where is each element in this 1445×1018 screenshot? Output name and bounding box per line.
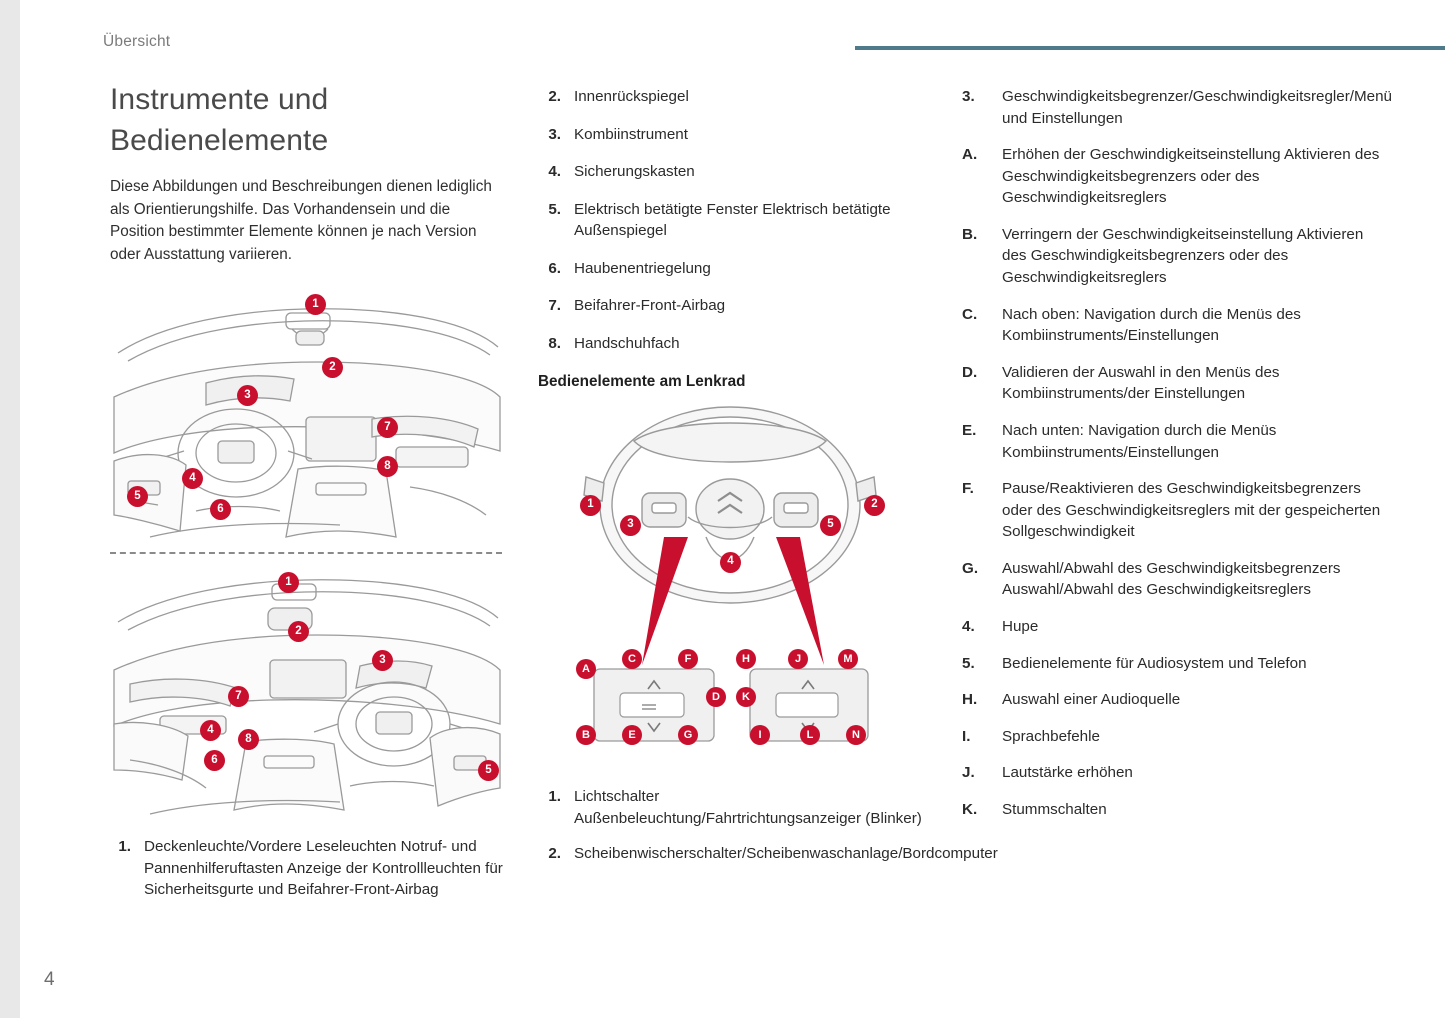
list-item-text: Bedienelemente für Audiosystem und Telefon: [1002, 654, 1307, 672]
list-item-key: D.: [962, 363, 978, 381]
pod-badge-D: D: [706, 687, 726, 707]
list-item: [538, 843, 998, 865]
page-number: 4: [44, 969, 55, 990]
wheel-badge-4: 4: [720, 552, 741, 573]
callout-badge-8b: 8: [238, 729, 259, 750]
steering-wheel-illustration: [538, 397, 923, 757]
list-item-text: Erhöhen der Geschwindigkeitseinstellung Aktivieren des Geschwindigkeitsbegrenzers oder des Geschwindigkeitsreglers: [1002, 146, 1380, 207]
list-item-key: 2.: [548, 88, 561, 105]
list-item-key: H.: [962, 691, 978, 709]
list-item-text: Geschwindigkeitsbegrenzer/Geschwindigkeitsregler/Menü und Einstellungen: [1002, 88, 1393, 127]
callout-badge-3: 3: [237, 385, 258, 406]
list-item: [962, 558, 1382, 601]
pod-badge-A: A: [576, 659, 596, 679]
list-item-text: Auswahl einer Audioquelle: [1002, 691, 1181, 709]
list-item-key: 3.: [962, 88, 975, 105]
list-item-key: 1.: [548, 788, 561, 805]
list-item-key: G.: [962, 559, 979, 577]
list-item-text: Sprachbefehle: [1002, 727, 1100, 745]
interior-top-svg: [110, 301, 502, 566]
list-item: [962, 304, 1382, 347]
list-item-key: J.: [962, 764, 975, 782]
list-item: [962, 144, 1382, 209]
list-item: [962, 420, 1382, 463]
list-item: [538, 124, 923, 146]
callout-badge-1: 1: [305, 294, 326, 315]
list-item-key: 2.: [548, 845, 561, 863]
callout-badge-8: 8: [377, 456, 398, 477]
list-item-key: 3.: [548, 125, 561, 143]
pod-badge-J: J: [788, 649, 808, 669]
callout-badge-6: 6: [210, 499, 231, 520]
callout-badge-1b: 1: [278, 572, 299, 593]
column-left: [110, 80, 500, 267]
list-item-key: 8.: [548, 335, 561, 353]
section-label: Übersicht: [103, 33, 171, 50]
list-item-text: Sicherungskasten: [574, 163, 695, 181]
list-item-key: B.: [962, 225, 978, 243]
list-item-key: 4.: [548, 163, 561, 181]
list-item-key: E.: [962, 421, 977, 439]
page-gutter: [0, 0, 20, 1018]
list-item-text: Haubenentriegelung: [574, 259, 711, 277]
callout-badge-5b: 5: [478, 760, 499, 781]
list-item-text: Handschuhfach: [574, 335, 680, 353]
list-item: [538, 333, 923, 355]
interior-legend-list-2: [538, 86, 923, 355]
header-rule: [855, 46, 1445, 50]
list-item: [538, 161, 923, 183]
interior-illustration-bottom: [110, 574, 502, 836]
list-item-text: Nach unten: Navigation durch die Menüs Kombiinstruments/Einstellungen: [1002, 421, 1277, 461]
list-item-key: 6.: [548, 259, 561, 277]
list-item: [110, 836, 510, 901]
list-item-text: Beifahrer-Front-Airbag: [574, 297, 726, 315]
list-item-text: Auswahl/Abwahl des Geschwindigkeitsbegrenzers Auswahl/Abwahl des Geschwindigkeitsreglers: [1002, 559, 1341, 599]
wheel-badge-1: 1: [580, 495, 601, 516]
callout-badge-2b: 2: [288, 621, 309, 642]
pod-badge-C: C: [622, 649, 642, 669]
list-item-text: Scheibenwischerschalter/Scheibenwaschanlage/Bordcomputer: [574, 845, 998, 863]
pod-badge-G: G: [678, 725, 698, 745]
column-middle: [538, 86, 923, 757]
pod-badge-K: K: [736, 687, 756, 707]
callout-badge-4: 4: [182, 468, 203, 489]
page-title: Instrumente und Bedienelemente: [110, 83, 329, 157]
list-item-text: Kombiinstrument: [574, 125, 688, 143]
steering-legend-right-list: [962, 86, 1393, 820]
pod-badge-L: L: [800, 725, 820, 745]
list-item: [962, 726, 1382, 748]
list-item: [538, 86, 923, 108]
list-item: [962, 362, 1382, 405]
pod-badge-I: I: [750, 725, 770, 745]
steering-legend-left-list: [538, 786, 998, 879]
interior-bottom-svg: [110, 574, 502, 836]
pod-badge-F: F: [678, 649, 698, 669]
callout-badge-3b: 3: [372, 650, 393, 671]
pod-badge-H: H: [736, 649, 756, 669]
wheel-badge-5: 5: [820, 515, 841, 536]
list-item: [962, 762, 1382, 784]
list-item-key: I.: [962, 727, 971, 745]
list-item: [962, 616, 1382, 638]
list-item-key: A.: [962, 146, 978, 164]
pod-badge-E: E: [622, 725, 642, 745]
wheel-badge-3: 3: [620, 515, 641, 536]
list-item-key: 4.: [962, 617, 975, 635]
callout-badge-2: 2: [322, 357, 343, 378]
list-item-text: Verringern der Geschwindigkeitseinstellung Aktivieren des Geschwindigkeitsbegrenzers oder des Geschwindigkeitsreglers: [1002, 225, 1364, 287]
interior-legend-list-1: [110, 836, 510, 914]
list-item-text: Elektrisch betätigte Fenster Elektrisch betätigte Außenspiegel: [574, 200, 891, 240]
list-item: [962, 478, 1382, 543]
list-item-text: Deckenleuchte/Vordere Leseleuchten Notruf- und Pannenhilferuftasten Anzeige der Kontrollleuchten für Sicherheitsgurte und Beifahrer-Front-Airbag: [144, 838, 503, 899]
callout-badge-6b: 6: [204, 750, 225, 771]
pod-badge-B: B: [576, 725, 596, 745]
wheel-badge-2: 2: [864, 495, 885, 516]
illustration-divider: [110, 552, 502, 554]
list-item-key: F.: [962, 480, 974, 498]
list-item: [538, 199, 923, 242]
list-item-key: 1.: [118, 838, 131, 855]
list-item: [962, 224, 1382, 289]
callout-badge-5: 5: [127, 486, 148, 507]
list-item-key: C.: [962, 305, 978, 323]
list-item-key: K.: [962, 800, 978, 818]
list-item-text: Lautstärke erhöhen: [1002, 764, 1133, 782]
list-item: [538, 295, 923, 317]
pod-badge-N: N: [846, 725, 866, 745]
callout-badge-4b: 4: [200, 720, 221, 741]
column-right: [962, 86, 1393, 835]
callout-badge-7b: 7: [228, 686, 249, 707]
list-item-text: Hupe: [1002, 617, 1039, 635]
steering-wheel-svg: [538, 397, 923, 757]
list-item: [538, 786, 928, 829]
list-item: [962, 653, 1382, 675]
list-item-key: 5.: [962, 654, 975, 672]
list-item: [962, 689, 1382, 711]
callout-badge-7: 7: [377, 417, 398, 438]
intro-paragraph: Diese Abbildungen und Beschreibungen dienen lediglich als Orientierungshilfe. Das Vorhandensein und die Position bestimmter Elemente können je nach Version oder Ausstattung variieren.: [110, 177, 492, 264]
list-item-key: 7.: [548, 297, 561, 315]
list-item-text: Innenrückspiegel: [574, 88, 689, 105]
list-item-text: Pause/Reaktivieren des Geschwindigkeitsbegrenzers oder des Geschwindigkeitsreglers mit der gespeicherten Sollgeschwindigkeit: [1002, 480, 1381, 541]
list-item-text: Stummschalten: [1002, 800, 1107, 818]
list-item: [538, 258, 923, 280]
pod-badge-M: M: [838, 649, 858, 669]
list-item: [962, 799, 1382, 821]
interior-illustration-top: [110, 297, 502, 566]
list-item-key: 5.: [548, 200, 561, 218]
list-item: [962, 86, 1393, 129]
list-item-text: Lichtschalter Außenbeleuchtung/Fahrtrichtungsanzeiger (Blinker): [574, 788, 922, 827]
steering-subheading: Bedienelemente am Lenkrad: [538, 372, 746, 390]
list-item-text: Nach oben: Navigation durch die Menüs des Kombiinstruments/Einstellungen: [1002, 305, 1301, 345]
list-item-text: Validieren der Auswahl in den Menüs des Kombiinstruments/der Einstellungen: [1002, 363, 1280, 403]
